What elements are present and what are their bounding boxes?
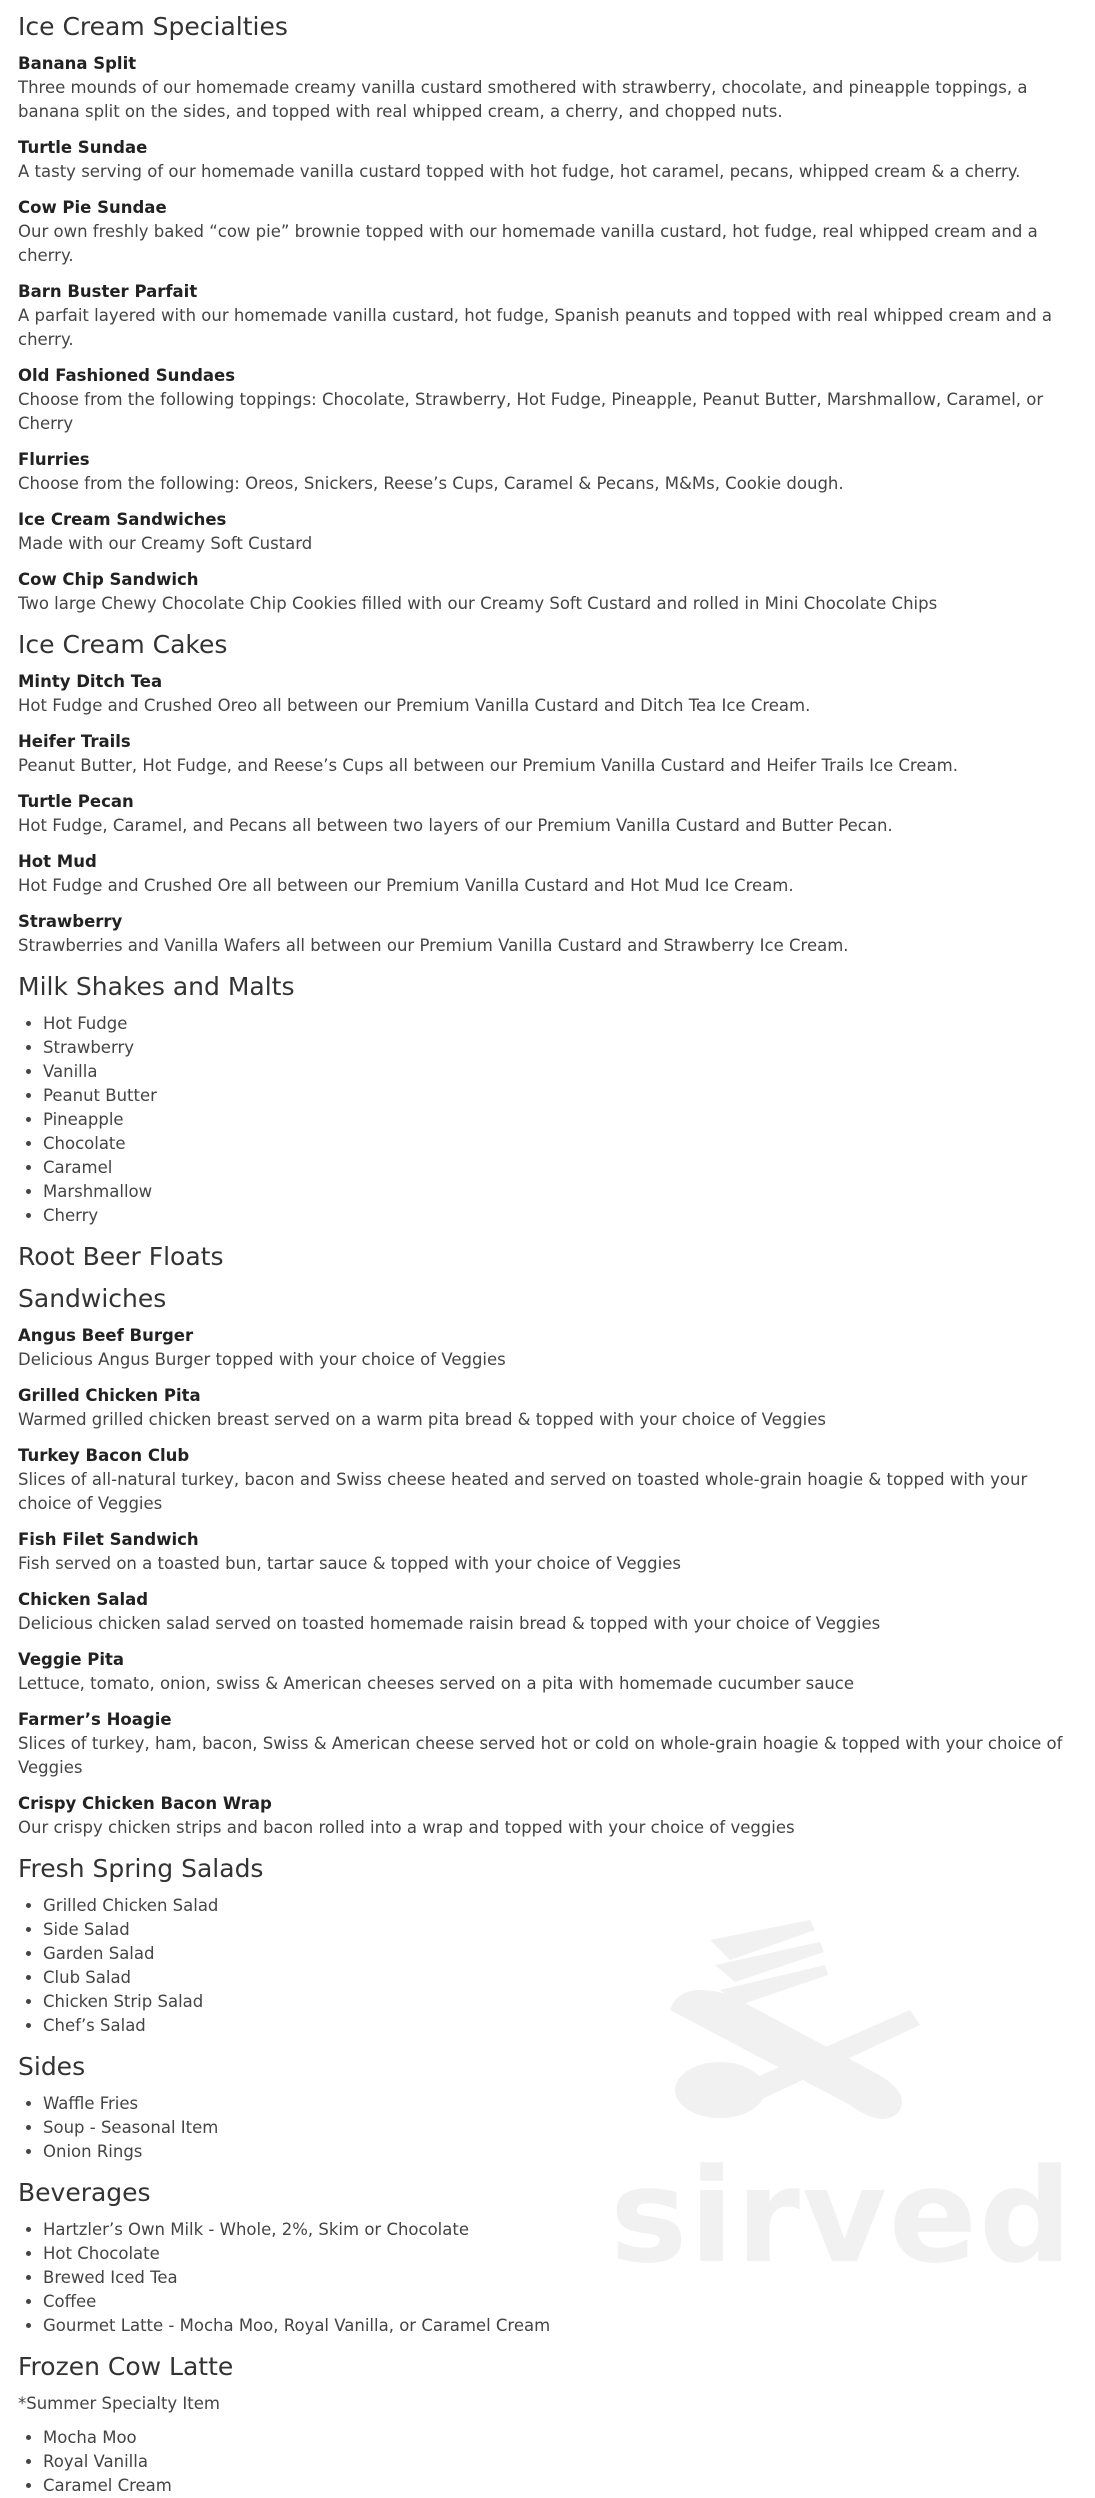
menu-item-description: Made with our Creamy Soft Custard: [18, 534, 313, 553]
menu-item: [18, 730, 1077, 778]
menu-item-description: Fish served on a toasted bun, tartar sauce & topped with your choice of Veggies: [18, 1554, 681, 1573]
menu-item: [18, 136, 1077, 184]
list-item: • Vanilla: [43, 1060, 1077, 1084]
menu-item-description: A parfait layered with our homemade vanilla custard, hot fudge, Spanish peanuts and topped with real whipped cream and a cherry.: [18, 306, 1053, 349]
menu-item-description: Our own freshly baked “cow pie” brownie topped with our homemade vanilla custard, hot fudge, real whipped cream and a cherry.: [18, 222, 1038, 265]
menu-item-description: Three mounds of our homemade creamy vanilla custard smothered with strawberry, chocolate, and pineapple toppings, a banana split on the sides, and topped with real whipped cream, a cherry, and chopped nuts.: [18, 78, 1028, 121]
menu-item-description: Hot Fudge and Crushed Ore all between our Premium Vanilla Custard and Hot Mud Ice Cream.: [18, 876, 794, 895]
menu-item-name: Cow Chip Sandwich: [18, 570, 199, 589]
list-item: • Mocha Moo: [43, 2426, 1077, 2450]
bullet-list: [18, 2218, 1077, 2338]
section-title: Ice Cream Specialties: [18, 12, 288, 41]
menu-item-name: Turkey Bacon Club: [18, 1446, 190, 1465]
menu-item: [18, 1324, 1077, 1372]
menu-item: [18, 1384, 1077, 1432]
section-title: Beverages: [18, 2178, 151, 2207]
list-item: • Chocolate: [43, 1132, 1077, 1156]
section-title: Milk Shakes and Malts: [18, 972, 295, 1001]
list-item: • Grilled Chicken Salad: [43, 1894, 1077, 1918]
menu-item-description: Slices of turkey, ham, bacon, Swiss & American cheese served hot or cold on whole-grain hoagie & topped with your choice of Veggies: [18, 1734, 1063, 1777]
menu-item: [18, 364, 1077, 436]
menu-item-name: Turtle Pecan: [18, 792, 134, 811]
menu-item: [18, 1444, 1077, 1516]
list-item: • Cherry: [43, 1204, 1077, 1228]
section-title: Frozen Cow Latte: [18, 2352, 234, 2381]
section-sandwiches: [18, 1282, 1077, 1840]
menu-item-name: Old Fashioned Sundaes: [18, 366, 236, 385]
section-floats: [18, 1240, 1077, 1274]
menu-item-name: Flurries: [18, 450, 90, 469]
menu-item: [18, 196, 1077, 268]
section-salads: [18, 1852, 1077, 2038]
menu-item-description: Delicious chicken salad served on toasted homemade raisin bread & topped with your choice of Veggies: [18, 1614, 881, 1633]
menu-item: [18, 52, 1077, 124]
menu-item: [18, 568, 1077, 616]
menu-item-name: Barn Buster Parfait: [18, 282, 198, 301]
list-item: • Hot Chocolate: [43, 2242, 1077, 2266]
watermark-text: sirved: [610, 2140, 1075, 2292]
list-item: • Coffee: [43, 2290, 1077, 2314]
menu-item-name: Turtle Sundae: [18, 138, 148, 157]
menu-item-description: Strawberries and Vanilla Wafers all between our Premium Vanilla Custard and Strawberry Ice Cream.: [18, 936, 849, 955]
menu-item-description: Choose from the following toppings: Chocolate, Strawberry, Hot Fudge, Pineapple, Peanut Butter, Marshmallow, Caramel, or Cherry: [18, 390, 1044, 433]
section-title: Sandwiches: [18, 1284, 167, 1313]
bullet-list: [18, 2092, 1077, 2164]
list-item: • Garden Salad: [43, 1942, 1077, 1966]
menu-item: [18, 910, 1077, 958]
menu-item: [18, 280, 1077, 352]
menu-item-description: A tasty serving of our homemade vanilla custard topped with hot fudge, hot caramel, pecans, whipped cream & a cherry.: [18, 162, 1021, 181]
section-cakes: [18, 628, 1077, 958]
menu-item: [18, 1792, 1077, 1840]
menu-item-name: Strawberry: [18, 912, 123, 931]
list-item: • Chef’s Salad: [43, 2014, 1077, 2038]
list-item: • Caramel: [43, 1156, 1077, 1180]
section-latte: [18, 2350, 1077, 2498]
menu-item-description: Warmed grilled chicken breast served on a warm pita bread & topped with your choice of Veggies: [18, 1410, 827, 1429]
menu-item: [18, 850, 1077, 898]
menu-item-description: Slices of all-natural turkey, bacon and Swiss cheese heated and served on toasted whole-grain hoagie & topped with your choice of Veggies: [18, 1470, 1028, 1513]
menu-item-name: Hot Mud: [18, 852, 97, 871]
menu-item-name: Heifer Trails: [18, 732, 131, 751]
menu-item-description: Lettuce, tomato, onion, swiss & American cheeses served on a pita with homemade cucumber sauce: [18, 1674, 855, 1693]
list-item: • Caramel Cream: [43, 2474, 1077, 2498]
list-item: • Marshmallow: [43, 1180, 1077, 1204]
menu-item: [18, 1528, 1077, 1576]
list-item: • Hot Fudge: [43, 1012, 1077, 1036]
menu-item-name: Chicken Salad: [18, 1590, 149, 1609]
menu-item-description: Hot Fudge and Crushed Oreo all between our Premium Vanilla Custard and Ditch Tea Ice Cream.: [18, 696, 811, 715]
list-item: • Peanut Butter: [43, 1084, 1077, 1108]
menu-item-name: Cow Pie Sundae: [18, 198, 167, 217]
menu-item: [18, 1648, 1077, 1696]
list-item: • Onion Rings: [43, 2140, 1077, 2164]
menu-item: [18, 448, 1077, 496]
menu-item: [18, 670, 1077, 718]
list-item: • Pineapple: [43, 1108, 1077, 1132]
list-item: • Brewed Iced Tea: [43, 2266, 1077, 2290]
section-shakes: [18, 970, 1077, 1228]
menu-item: [18, 1708, 1077, 1780]
section-sides: [18, 2050, 1077, 2164]
bullet-list: [18, 1894, 1077, 2038]
menu-item-description: Delicious Angus Burger topped with your choice of Veggies: [18, 1350, 506, 1369]
menu-item-name: Grilled Chicken Pita: [18, 1386, 201, 1405]
menu-item-name: Veggie Pita: [18, 1650, 125, 1669]
menu-item-description: Hot Fudge, Caramel, and Pecans all between two layers of our Premium Vanilla Custard and Butter Pecan.: [18, 816, 893, 835]
list-item: • Side Salad: [43, 1918, 1077, 1942]
section-beverages: [18, 2176, 1077, 2338]
item-list: [18, 670, 1077, 958]
menu-item-name: Minty Ditch Tea: [18, 672, 163, 691]
bullet-list: [18, 1012, 1077, 1228]
section-title: Root Beer Floats: [18, 1242, 224, 1271]
menu-item-description: Our crispy chicken strips and bacon rolled into a wrap and topped with your choice of veggies: [18, 1818, 795, 1837]
section-specialties: [18, 10, 1077, 616]
list-item: • Hartzler’s Own Milk - Whole, 2%, Skim or Chocolate: [43, 2218, 1077, 2242]
menu-item-name: Farmer’s Hoagie: [18, 1710, 172, 1729]
menu-item-name: Banana Split: [18, 54, 137, 73]
list-item: • Gourmet Latte - Mocha Moo, Royal Vanilla, or Caramel Cream: [43, 2314, 1077, 2338]
list-item: • Soup - Seasonal Item: [43, 2116, 1077, 2140]
menu-item-description: Two large Chewy Chocolate Chip Cookies filled with our Creamy Soft Custard and rolled in Mini Chocolate Chips: [18, 594, 938, 613]
menu-item-description: Choose from the following: Oreos, Snickers, Reese’s Cups, Caramel & Pecans, M&Ms, Cookie dough.: [18, 474, 844, 493]
item-list: [18, 1324, 1077, 1840]
menu-item-name: Crispy Chicken Bacon Wrap: [18, 1794, 272, 1813]
list-item: • Chicken Strip Salad: [43, 1990, 1077, 2014]
menu-item: [18, 508, 1077, 556]
bullet-list: [18, 2426, 1077, 2498]
section-title: Ice Cream Cakes: [18, 630, 228, 659]
section-title: Fresh Spring Salads: [18, 1854, 264, 1883]
section-note: *Summer Specialty Item: [18, 2394, 220, 2413]
list-item: • Waffle Fries: [43, 2092, 1077, 2116]
menu-item: [18, 1588, 1077, 1636]
menu-item-name: Fish Filet Sandwich: [18, 1530, 199, 1549]
item-list: [18, 52, 1077, 616]
menu-item: [18, 790, 1077, 838]
menu-item-name: Angus Beef Burger: [18, 1326, 194, 1345]
menu-item-description: Peanut Butter, Hot Fudge, and Reese’s Cups all between our Premium Vanilla Custard and Heifer Trails Ice Cream.: [18, 756, 958, 775]
list-item: • Club Salad: [43, 1966, 1077, 1990]
list-item: • Royal Vanilla: [43, 2450, 1077, 2474]
menu-item-name: Ice Cream Sandwiches: [18, 510, 227, 529]
section-title: Sides: [18, 2052, 86, 2081]
list-item: • Strawberry: [43, 1036, 1077, 1060]
